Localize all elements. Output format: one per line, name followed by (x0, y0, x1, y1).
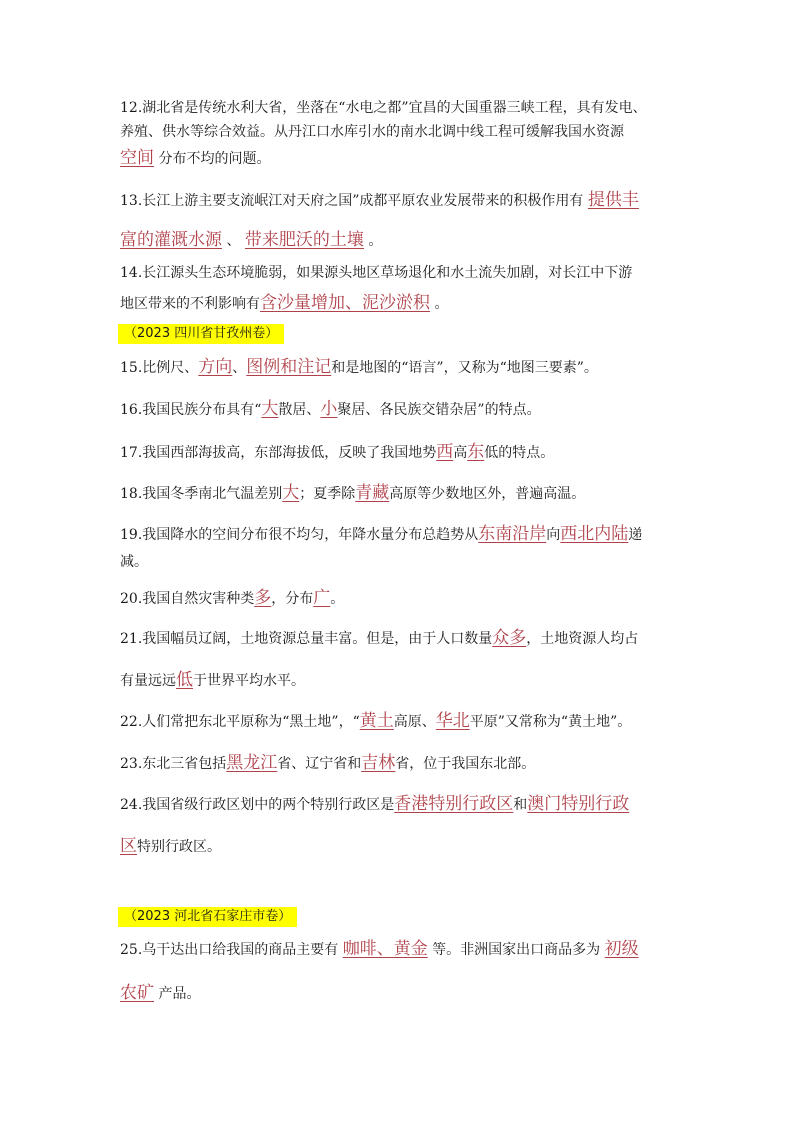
source-label-2: （2023 河北省石家庄市卷） (118, 907, 297, 927)
q25-pre: 25.乌干达出口给我国的商品主要有 (120, 942, 339, 958)
q21-answer-2: 低 (176, 670, 193, 690)
q13-pre: 13.长江上游主要支流岷江对天府之国”成都平原农业发展带来的积极作用有 (120, 193, 584, 209)
q15-line-1 (120, 357, 598, 377)
q16-mid: 散居、 (278, 402, 321, 418)
q13-tail: 。 (368, 233, 383, 249)
q25-answer-2b: 农矿 (120, 983, 154, 1003)
q22-line-1 (120, 711, 632, 731)
q18-answer-1: 大 (282, 483, 300, 503)
q24-answer-2a: 澳门特别行政 (527, 794, 630, 814)
q15-pre: 15.比例尺、 (120, 360, 199, 376)
q25-tail: 产品。 (158, 986, 201, 1002)
q23-answer-1: 黑龙江 (226, 753, 278, 773)
q19-line-2: 减。 (120, 554, 148, 570)
q23-mid: 省、辽宁省和 (277, 756, 362, 772)
q22-pre: 22.人们常把东北平原称为“黑土地”，“ (120, 714, 360, 730)
q14-pre: 地区带来的不利影响有 (120, 296, 260, 312)
q18-mid: ；夏季除 (299, 486, 356, 502)
q14-answer-1: 含沙量增加、泥沙淤积 (260, 293, 430, 313)
q24-pre: 24.我国省级行政区划中的两个特别行政区是 (120, 797, 395, 813)
q15-answer-2: 图例和注记 (246, 357, 332, 377)
q16-pre: 16.我国民族分布具有“ (120, 402, 262, 418)
q20-tail: 。 (330, 591, 345, 607)
q19-line-1 (120, 524, 643, 544)
q16-answer-2: 小 (320, 399, 338, 419)
q23-answer-2: 吉林 (361, 753, 396, 773)
q19-tail: 递 (628, 527, 643, 543)
q17-line-1 (120, 442, 555, 462)
q17-mid: 高 (453, 445, 468, 461)
q12-line-2: 养殖、供水等综合效益。从丹江口水库引水的南水北调中线工程可缓解我国水资源 (120, 124, 624, 140)
q13-answer-1b: 富的灌溉水源 (120, 230, 222, 250)
q18-tail: 高原等少数地区外，普遍高温。 (389, 486, 586, 502)
q14-tail: 。 (434, 296, 449, 312)
q21-answer-1: 众多 (492, 628, 527, 648)
q22-answer-2: 华北 (435, 711, 470, 731)
q24-line-1 (120, 794, 630, 814)
q16-line-1 (120, 399, 541, 419)
q23-tail: 省，位于我国东北部。 (395, 756, 536, 772)
q13-answer-2: 带来肥沃的土壤 (244, 230, 364, 250)
q25-answer-1: 咖啡、黄金 (342, 939, 428, 959)
q19-pre: 19.我国降水的空间分布很不均匀，年降水量分布总趋势从 (120, 527, 479, 543)
q20-answer-1: 多 (254, 588, 272, 608)
q21-pre: 21.我国幅员辽阔，土地资源总量丰富。但是，由于人口数量 (120, 631, 493, 647)
q18-line-1 (120, 483, 586, 503)
q21-pre-2: 有量远远 (120, 673, 176, 689)
q12-line-3 (120, 148, 271, 168)
q22-answer-1: 黄土 (359, 711, 394, 731)
q25-line-2 (120, 983, 201, 1003)
q23-line-1 (120, 753, 536, 773)
q19-answer-2: 西北内陆 (560, 524, 629, 544)
q17-pre: 17.我国西部海拔高，东部海拔低，反映了我国地势 (120, 445, 437, 461)
q15-answer-1: 方向 (198, 357, 233, 377)
q18-pre: 18.我国冬季南北气温差别 (120, 486, 283, 502)
q15-tail: 和是地图的“语言”，又称为“地图三要素”。 (331, 360, 598, 376)
q17-answer-1: 西 (436, 442, 454, 462)
q13-sep: 、 (226, 233, 241, 249)
q13-line-1 (120, 190, 639, 210)
q14-line-2 (120, 293, 449, 313)
q24-line-2 (120, 836, 221, 856)
q19-mid: 向 (546, 527, 561, 543)
q21-tail-2: 于世界平均水平。 (193, 673, 305, 689)
q19-answer-1: 东南沿岸 (478, 524, 547, 544)
q12-tail: 分布不均的问题。 (158, 151, 271, 167)
q24-mid: 和 (513, 797, 528, 813)
source-label-1: （2023 四川省甘孜州卷） (118, 324, 284, 344)
q12-line-1: 12.湖北省是传统水利大省，坐落在“水电之都”宜昌的大国重器三峡工程，具有发电、 (120, 100, 647, 116)
q20-line-1 (120, 588, 345, 608)
q13-answer-1a: 提供丰 (587, 190, 639, 210)
q20-answer-2: 广 (313, 588, 331, 608)
q17-tail: 低的特点。 (484, 445, 555, 461)
q25-line-1 (120, 939, 639, 959)
q13-line-2 (120, 230, 383, 250)
q20-mid: ，分布 (271, 591, 314, 607)
q24-answer-2b: 区 (120, 836, 137, 856)
q22-tail: 平原”又常称为“黄土地”。 (469, 714, 632, 730)
q24-tail: 特别行政区。 (137, 839, 221, 855)
q23-pre: 23.东北三省包括 (120, 756, 227, 772)
q16-tail: 聚居、各民族交错杂居”的特点。 (337, 402, 541, 418)
q12-answer-1: 空间 (120, 148, 154, 168)
q14-line-1: 14.长江源头生态环境脆弱，如果源头地区草场退化和水土流失加剧，对长江中下游 (120, 265, 633, 281)
q25-answer-2a: 初级 (604, 939, 639, 959)
q21-line-1 (120, 628, 639, 648)
q22-mid: 高原、 (393, 714, 436, 730)
q18-answer-2: 青藏 (355, 483, 390, 503)
q21-tail-1: ，土地资源人均占 (526, 631, 639, 647)
q17-answer-2: 东 (467, 442, 485, 462)
q20-pre: 20.我国自然灾害种类 (120, 591, 255, 607)
q25-mid: 等。非洲国家出口商品多为 (432, 942, 601, 958)
q15-sep: 、 (232, 360, 247, 376)
q21-line-2 (120, 670, 305, 690)
q24-answer-1: 香港特别行政区 (394, 794, 514, 814)
q16-answer-1: 大 (261, 399, 279, 419)
